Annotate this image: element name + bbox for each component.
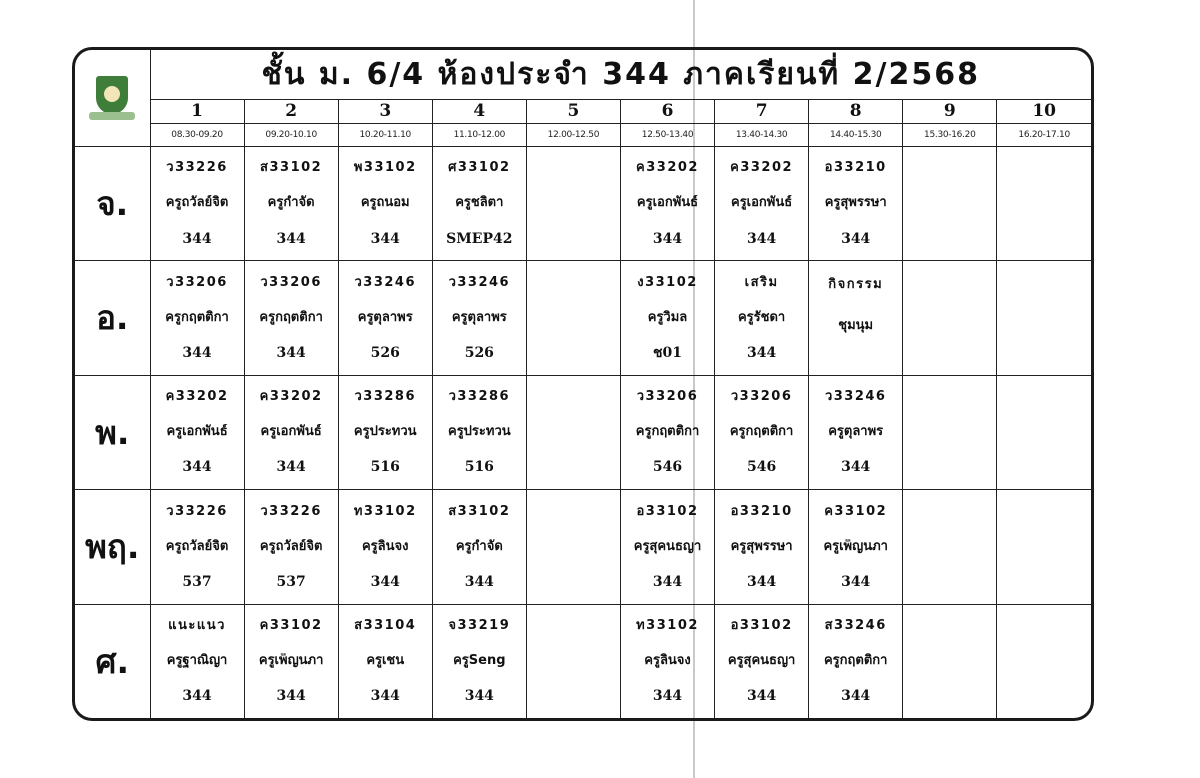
day-label: อ. bbox=[96, 298, 129, 338]
schedule-cell bbox=[809, 490, 903, 604]
title-cell bbox=[150, 50, 1091, 99]
day-label: พฤ. bbox=[85, 527, 140, 567]
room-number: 537 bbox=[276, 573, 306, 590]
schedule-cell bbox=[903, 604, 997, 718]
room-number: 344 bbox=[841, 459, 871, 476]
teacher-name: ครูถนอม bbox=[360, 195, 410, 211]
schedule-cell bbox=[997, 490, 1091, 604]
subject-code: อ33102 bbox=[636, 503, 699, 519]
subject-code: ว33206 bbox=[260, 274, 322, 290]
schedule-cell bbox=[715, 490, 809, 604]
room-number: 344 bbox=[746, 688, 777, 705]
room-number: 526 bbox=[464, 345, 494, 362]
room-number: 526 bbox=[370, 345, 400, 362]
period-number: 9 bbox=[903, 99, 997, 123]
schedule-cell bbox=[526, 604, 620, 718]
teacher-name: ชุมนุม bbox=[838, 317, 874, 333]
subject-code: ง33102 bbox=[637, 274, 698, 290]
schedule-cell bbox=[620, 490, 714, 604]
subject-code: ส33104 bbox=[354, 618, 417, 634]
subject-code: กิจกรรม bbox=[828, 277, 884, 293]
schedule-cell bbox=[715, 146, 809, 260]
day-row bbox=[75, 490, 1091, 604]
subject-code: ว33286 bbox=[448, 389, 511, 405]
schedule-cell bbox=[432, 490, 526, 604]
timetable bbox=[75, 50, 1091, 718]
schedule-cell bbox=[715, 261, 809, 375]
day-label: พ. bbox=[95, 412, 130, 452]
teacher-name: ครูเอกพันธ์ bbox=[636, 195, 699, 211]
subject-code: ว33246 bbox=[354, 274, 416, 290]
schedule-cell bbox=[338, 261, 432, 375]
period-number: 1 bbox=[150, 99, 244, 123]
teacher-name: ครูกฤตติกา bbox=[259, 309, 323, 325]
schedule-cell bbox=[620, 146, 714, 260]
teacher-name: ครูเชน bbox=[366, 653, 405, 669]
room-number: 344 bbox=[746, 573, 777, 590]
schedule-cell bbox=[244, 146, 338, 260]
room-number: SMEP42 bbox=[446, 230, 513, 247]
schedule-cell bbox=[715, 604, 809, 718]
teacher-name: ครูเอกพันธ์ bbox=[260, 424, 322, 440]
schedule-cell bbox=[244, 261, 338, 375]
schedule-cell bbox=[903, 490, 997, 604]
day-row bbox=[75, 146, 1091, 260]
room-number: 344 bbox=[652, 573, 683, 590]
room-number: 537 bbox=[182, 573, 212, 590]
period-time: 09.20-10.10 bbox=[244, 123, 338, 146]
schedule-cell bbox=[432, 375, 526, 489]
subject-code: ว33226 bbox=[166, 503, 228, 519]
teacher-name: ครูประทวน bbox=[353, 424, 417, 440]
schedule-cell bbox=[903, 261, 997, 375]
page-title: ชั้น ม. 6/4 ห้องประจำ 344 ภาคเรียนที่ 2/2568 bbox=[261, 56, 980, 92]
subject-code: พ33102 bbox=[353, 160, 417, 176]
room-number: 344 bbox=[182, 230, 212, 247]
schedule-cell bbox=[809, 261, 903, 375]
schedule-cell bbox=[620, 604, 714, 718]
period-number: 10 bbox=[997, 99, 1091, 123]
room-number: 546 bbox=[652, 459, 683, 476]
schedule-cell bbox=[150, 604, 244, 718]
teacher-name: ครูรัชดา bbox=[737, 309, 786, 325]
schedule-cell bbox=[526, 261, 620, 375]
subject-code: ท33102 bbox=[353, 503, 417, 519]
schedule-cell bbox=[526, 375, 620, 489]
teacher-name: ครูประทวน bbox=[448, 424, 511, 440]
room-number: 344 bbox=[182, 459, 212, 476]
teacher-name: ครูสุพรรษา bbox=[824, 195, 887, 211]
schedule-cell bbox=[997, 261, 1091, 375]
school-logo-cell bbox=[75, 50, 150, 146]
day-label: ศ. bbox=[95, 641, 129, 681]
schedule-cell bbox=[432, 146, 526, 260]
room-number: 516 bbox=[370, 459, 400, 476]
period-number: 3 bbox=[338, 99, 432, 123]
teacher-name: ครูลินจง bbox=[644, 653, 691, 669]
room-number: 344 bbox=[182, 688, 212, 705]
teacher-name: ครูถวัลย์จิต bbox=[259, 538, 323, 554]
day-row bbox=[75, 375, 1091, 489]
period-number: 4 bbox=[432, 99, 526, 123]
schedule-cell bbox=[338, 375, 432, 489]
room-number: 546 bbox=[746, 459, 777, 476]
teacher-name: ครูเอกพันธ์ bbox=[731, 195, 793, 211]
period-number: 6 bbox=[620, 99, 714, 123]
schedule-cell bbox=[150, 146, 244, 260]
period-time: 08.30-09.20 bbox=[150, 123, 244, 146]
period-number-row bbox=[75, 99, 1091, 123]
room-number: 344 bbox=[841, 573, 871, 590]
schedule-cell bbox=[150, 261, 244, 375]
schedule-cell bbox=[997, 604, 1091, 718]
period-time: 11.10-12.00 bbox=[432, 123, 526, 146]
schedule-cell bbox=[244, 604, 338, 718]
schedule-cell bbox=[150, 375, 244, 489]
schedule-cell bbox=[526, 146, 620, 260]
teacher-name: ครูเอกพันธ์ bbox=[166, 424, 228, 440]
subject-code: ว33206 bbox=[730, 389, 793, 405]
subject-code: ค33202 bbox=[636, 160, 699, 176]
room-number: 344 bbox=[652, 688, 683, 705]
subject-code: ค33202 bbox=[259, 389, 323, 405]
subject-code: ว33246 bbox=[824, 389, 887, 405]
schedule-cell bbox=[620, 375, 714, 489]
room-number: 344 bbox=[276, 459, 306, 476]
subject-code: ค33202 bbox=[165, 389, 229, 405]
schedule-cell bbox=[526, 490, 620, 604]
period-time: 14.40-15.30 bbox=[809, 123, 903, 146]
subject-code: ส33102 bbox=[260, 160, 323, 176]
day-label-cell bbox=[75, 375, 150, 489]
period-time: 12.00-12.50 bbox=[526, 123, 620, 146]
room-number: 344 bbox=[370, 688, 400, 705]
room-number: 344 bbox=[276, 688, 306, 705]
schedule-cell bbox=[432, 604, 526, 718]
teacher-name: ครูสุพรรษา bbox=[730, 538, 793, 554]
schedule-cell bbox=[150, 490, 244, 604]
room-number: 344 bbox=[276, 230, 306, 247]
room-number: 344 bbox=[841, 688, 871, 705]
subject-code: อ33210 bbox=[730, 503, 793, 519]
schedule-cell bbox=[432, 261, 526, 375]
room-number: 344 bbox=[464, 573, 494, 590]
day-label: จ. bbox=[96, 183, 129, 223]
room-number: 516 bbox=[464, 459, 494, 476]
day-label-cell bbox=[75, 490, 150, 604]
room-number: 344 bbox=[370, 573, 400, 590]
teacher-name: ครูตุลาพร bbox=[828, 424, 884, 440]
schedule-cell bbox=[244, 375, 338, 489]
teacher-name: ครูถวัลย์จิต bbox=[165, 195, 229, 211]
room-number: 344 bbox=[182, 345, 212, 362]
teacher-name: ครูเพ็ญนภา bbox=[258, 653, 324, 669]
teacher-name: ครูกฤตติกา bbox=[823, 653, 888, 669]
room-number: 344 bbox=[464, 688, 494, 705]
period-number: 8 bbox=[809, 99, 903, 123]
subject-code: ว33246 bbox=[448, 274, 511, 290]
room-number: 344 bbox=[370, 230, 400, 247]
subject-code: ศ33102 bbox=[448, 160, 511, 176]
teacher-name: ครูตุลาพร bbox=[357, 309, 413, 325]
teacher-name: ครูฐาณิญา bbox=[166, 653, 228, 669]
teacher-name: ครูSeng bbox=[453, 653, 506, 669]
room-number: 344 bbox=[746, 230, 777, 247]
day-row bbox=[75, 261, 1091, 375]
subject-code: อ33210 bbox=[824, 160, 887, 176]
period-time: 13.40-14.30 bbox=[715, 123, 809, 146]
subject-code: ค33102 bbox=[259, 618, 323, 634]
teacher-name: ครูกฤตติกา bbox=[729, 424, 794, 440]
timetable-frame bbox=[72, 47, 1094, 721]
subject-code: แนะแนว bbox=[168, 618, 226, 634]
period-time: 16.20-17.10 bbox=[997, 123, 1091, 146]
schedule-cell bbox=[338, 146, 432, 260]
subject-code: ว33226 bbox=[166, 160, 228, 176]
teacher-name: ครูกำจัด bbox=[455, 538, 503, 554]
subject-code: ท33102 bbox=[636, 618, 699, 634]
schedule-cell bbox=[809, 375, 903, 489]
schedule-cell bbox=[338, 604, 432, 718]
subject-code: ว33226 bbox=[260, 503, 322, 519]
subject-code: เสริม bbox=[744, 274, 779, 290]
period-time: 10.20-11.10 bbox=[338, 123, 432, 146]
teacher-name: ครูกฤตติกา bbox=[635, 424, 700, 440]
subject-code: ว33286 bbox=[354, 389, 416, 405]
period-time-row bbox=[75, 123, 1091, 146]
teacher-name: ครูกฤตติกา bbox=[165, 309, 229, 325]
schedule-cell bbox=[997, 375, 1091, 489]
school-logo-icon bbox=[89, 72, 135, 124]
subject-code: ค33102 bbox=[824, 503, 888, 519]
period-number: 7 bbox=[715, 99, 809, 123]
teacher-name: ครูสุคนธญา bbox=[633, 538, 702, 554]
room-number: 344 bbox=[746, 345, 777, 362]
day-label-cell bbox=[75, 146, 150, 260]
day-label-cell bbox=[75, 261, 150, 375]
subject-code: จ33219 bbox=[448, 618, 511, 634]
day-row bbox=[75, 604, 1091, 718]
subject-code: ว33206 bbox=[636, 389, 699, 405]
schedule-cell bbox=[809, 146, 903, 260]
subject-code: ส33102 bbox=[448, 503, 511, 519]
schedule-cell bbox=[338, 490, 432, 604]
schedule-cell bbox=[903, 146, 997, 260]
period-time: 12.50-13.40 bbox=[620, 123, 714, 146]
schedule-cell bbox=[620, 261, 714, 375]
room-number: ช01 bbox=[653, 345, 682, 362]
teacher-name: ครูถวัลย์จิต bbox=[165, 538, 229, 554]
period-number: 5 bbox=[526, 99, 620, 123]
teacher-name: ครูเพ็ญนภา bbox=[823, 538, 888, 554]
schedule-cell bbox=[903, 375, 997, 489]
subject-code: ส33246 bbox=[824, 618, 887, 634]
day-label-cell bbox=[75, 604, 150, 718]
subject-code: อ33102 bbox=[730, 618, 793, 634]
subject-code: ค33202 bbox=[730, 160, 794, 176]
room-number: 344 bbox=[841, 230, 871, 247]
teacher-name: ครูสุคนธญา bbox=[727, 653, 796, 669]
teacher-name: ครูตุลาพร bbox=[451, 309, 507, 325]
schedule-cell bbox=[244, 490, 338, 604]
period-time: 15.30-16.20 bbox=[903, 123, 997, 146]
subject-code: ว33206 bbox=[166, 274, 228, 290]
room-number: 344 bbox=[276, 345, 306, 362]
teacher-name: ครูวิมล bbox=[647, 309, 688, 325]
schedule-cell bbox=[997, 146, 1091, 260]
teacher-name: ครูกำจัด bbox=[267, 195, 315, 211]
schedule-cell bbox=[809, 604, 903, 718]
teacher-name: ครูชลิตา bbox=[455, 195, 504, 211]
teacher-name: ครูลินจง bbox=[361, 538, 409, 554]
room-number: 344 bbox=[652, 230, 683, 247]
schedule-cell bbox=[715, 375, 809, 489]
period-number: 2 bbox=[244, 99, 338, 123]
